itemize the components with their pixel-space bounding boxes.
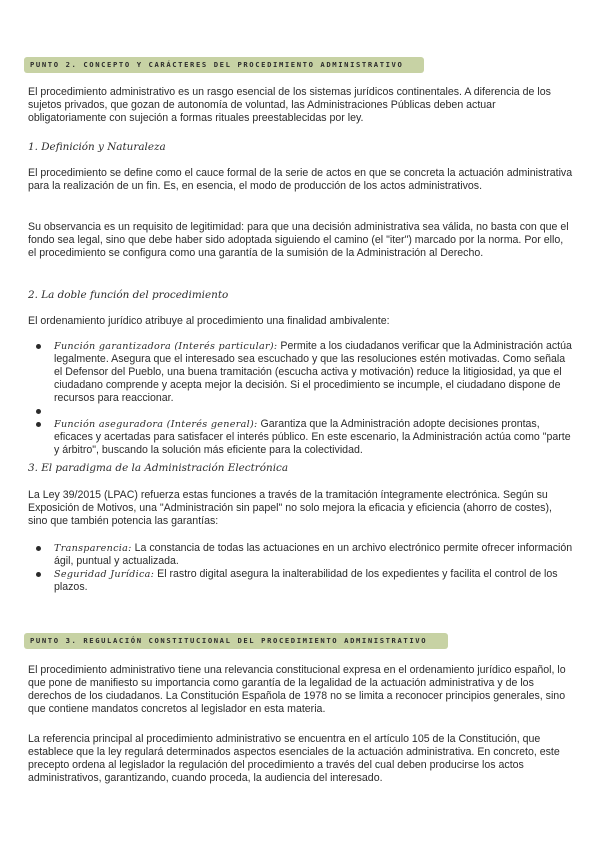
bullet-icon	[36, 572, 41, 577]
bullet-text: La constancia de todas las actuaciones en un archivo electrónico permite ofrecer información ágil, puntual y actualizada.	[54, 542, 573, 567]
bullet-icon	[36, 422, 41, 427]
bullet-text: Garantiza que la Administración adopte decisiones prontas, eficaces y acertadas para satisfacer el interés público. En este escenario, la Administración actúa como "parte y árbitro", buscando la solución más eficiente para la colectividad.	[54, 418, 571, 456]
bullet-text: Permite a los ciudadanos verificar que la Administración actúa legalmente. Asegura que el interesado sea escuchado y que las resoluciones estén motivadas. Como señala el Defensor del Pueblo, una buena tramitación (escucha activa y motivación) reduce la litigiosidad, ya que el ciudadano comprende y acepta mejor la decisión. Si el procedimiento se incumple, el ciudadano dispone de recursos para reaccionar.	[54, 340, 572, 404]
definition-paragraph: El procedimiento se define como el cauce formal de la serie de actos en que se concreta la actuación administrativa para la realización de un fin. Es, en esencia, el modo de producción de los actos administrativos.	[28, 167, 573, 192]
heading-doble-funcion: 2. La doble función del procedimiento	[28, 289, 229, 301]
bullet-icon	[36, 409, 41, 414]
bullet-term: Transparencia:	[54, 543, 132, 554]
heading-administracion-electronica: 3. El paradigma de la Administración Electrónica	[28, 462, 289, 474]
heading-definicion: 1. Definición y Naturaleza	[28, 141, 166, 153]
list-item	[28, 568, 574, 594]
function-bullet-list	[28, 340, 574, 457]
section-banner-punto-2: PUNTO 2. CONCEPTO Y CARÁCTERES DEL PROCEDIMIENTO ADMINISTRATIVO	[24, 57, 424, 73]
legitimacy-paragraph: Su observancia es un requisito de legitimidad: para que una decisión administrativa sea válida, no basta con que el fondo sea legal, sino que debe haber sido adoptada siguiendo el camino (el "iter") marcado por la norma. Por ello, el procedimiento se configura como una garantía de la sumisión de la Administración al Derecho.	[28, 221, 569, 259]
ambivalent-paragraph: El ordenamiento jurídico atribuye al procedimiento una finalidad ambivalente:	[28, 315, 390, 327]
list-item	[28, 418, 574, 457]
article-105-paragraph: La referencia principal al procedimiento administrativo se encuentra en el artículo 105 de la Constitución, que establece que la ley regulará determinados aspectos esenciales de la actuación administrativa. En concreto, este precepto ordena al legislador la regulación del procedimiento a través del cual deben producirse los actos administrativos, garantizando, cuando proceda, la audiencia del interesado.	[28, 733, 560, 784]
guarantees-bullet-list	[28, 542, 574, 594]
bullet-text: El rastro digital asegura la inalterabilidad de los expedientes y facilita el control de los plazos.	[54, 568, 558, 593]
lpac-paragraph: La Ley 39/2015 (LPAC) refuerza estas funciones a través de la tramitación íntegramente electrónica. Según su Exposición de Motivos, una "Administración sin papel" no solo mejora la eficacia y eficiencia (ahorro de costes), sino que también potencia las garantías:	[28, 489, 552, 527]
bullet-term: Seguridad Jurídica:	[54, 569, 155, 580]
section-banner-punto-3: PUNTO 3. REGULACIÓN CONSTITUCIONAL DEL PROCEDIMIENTO ADMINISTRATIVO	[24, 633, 448, 649]
intro-paragraph: El procedimiento administrativo es un rasgo esencial de los sistemas jurídicos continentales. A diferencia de los sujetos privados, que gozan de autonomía de voluntad, las Administraciones Públicas deben actuar obligatoriamente con sujeción a formas rituales preestablecidas por ley.	[28, 86, 551, 124]
bullet-term: Función aseguradora (Interés general):	[54, 419, 258, 430]
bullet-icon	[36, 344, 41, 349]
list-item	[28, 542, 574, 568]
bullet-icon	[36, 546, 41, 551]
constitutional-relevance-paragraph: El procedimiento administrativo tiene una relevancia constitucional expresa en el ordenamiento jurídico español, lo que pone de manifiesto su importancia como garantía de la legalidad de la actuación administrativa y de los derechos de los ciudadanos. La Constitución Española de 1978 no se limita a reconocer principios generales, sino que contiene mandatos concretos al legislador en esta materia.	[28, 664, 566, 715]
bullet-term: Función garantizadora (Interés particular):	[54, 341, 278, 352]
list-item	[28, 340, 574, 405]
list-item	[28, 405, 574, 418]
